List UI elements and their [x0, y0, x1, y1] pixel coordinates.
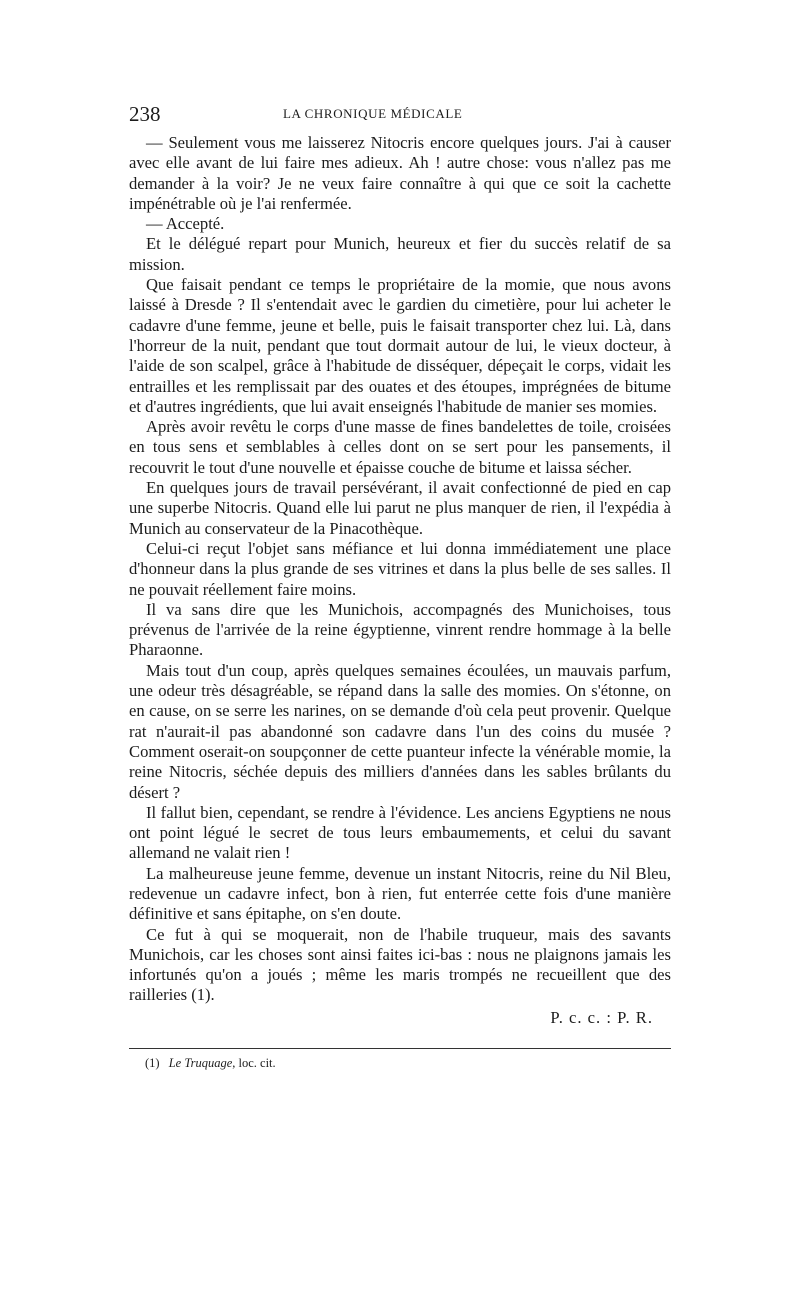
- footnote-marker: (1): [145, 1056, 160, 1071]
- paragraph: Après avoir revêtu le corps d'une masse de fines bandelettes de toile, croisées en tous sens et semblables à celles dont on se sert pour les pansements, il recouvrit le tout d'une nouvelle et épaisse couche de bitume et laissa sécher.: [129, 417, 671, 477]
- paragraph: Ce fut à qui se moquerait, non de l'habile truqueur, mais des savants Munichois, car les choses sont ainsi faites ici-bas : nous ne plaignons jamais les infortunés qu'on a joués ; même les maris trompés ne recueillent que des railleries (1).: [129, 924, 671, 1005]
- paragraph: Celui-ci reçut l'objet sans méfiance et lui donna immédiatement une place d'honneur dans la plus grande de ses vitrines et dans la plus belle de ses salles. Il ne pouvait réellement faire moins.: [129, 538, 671, 599]
- paragraph: En quelques jours de travail persévérant, il avait confectionné de pied en cap une superbe Nitocris. Quand elle lui parut ne plus manquer de rien, il l'expédia à Munich au conservateur de la Pinacothèque.: [129, 478, 671, 538]
- page: [129, 100, 671, 1071]
- signature: P. c. c. : P. R.: [550, 1007, 653, 1027]
- running-title: LA CHRONIQUE MÉDICALE: [283, 106, 463, 121]
- paragraph: Que faisait pendant ce temps le propriétaire de la momie, que nous avons laissé à Dresde ? Il s'entendait avec le gardien du cimetière, pour lui acheter le cadavre d'une femme, jeune et belle, puis le faisait transporter chez lui. Là, dans l'horreur de la nuit, pendant que tout dormait autour de lui, le vieux docteur, à l'aide de son scalpel, grâce à l'habitude de disséquer, dépeçait le corps, vidait les entrailles et les remplissait par des ouates et des étoupes, imprégnées de bitume et d'autres ingrédients, que lui avait enseignés l'habitude de manier ses momies.: [129, 275, 671, 416]
- footnote: [129, 1055, 671, 1071]
- paragraph: Il va sans dire que les Munichois, accompagnés des Munichoises, tous prévenus de l'arrivée de la reine égyptienne, vinrent rendre hommage à la belle Pharaonne.: [129, 599, 671, 660]
- footnote-divider: [129, 1048, 671, 1049]
- page-number: 238: [129, 102, 161, 126]
- paragraph: — Accepté.: [146, 214, 225, 234]
- paragraph: Et le délégué repart pour Munich, heureux et fier du succès relatif de sa mission.: [129, 234, 671, 274]
- page-header: [129, 100, 671, 128]
- paragraph: — Seulement vous me laisserez Nitocris encore quelques jours. J'ai à causer avec elle avant de lui faire mes adieux. Ah ! autre chose: vous n'allez pas me demander à la voir? Je ne veux faire connaître à qui que ce soit la cachette impénétrable où je l'ai renfermée.: [129, 133, 671, 213]
- paragraph: Mais tout d'un coup, après quelques semaines écoulées, un mauvais parfum, une odeur très désagréable, se répand dans la salle des momies. On s'étonne, on en cause, on se serre les narines, on se demande d'où cela peut provenir. Quelque rat n'aurait-il pas abandonné son cadavre dans l'un des coins du musée ? Comment oserait-on soupçonner de cette puanteur infecte la vénérable momie, la reine Nitocris, séchée depuis des milliers d'années dans les sables brûlants du désert ?: [129, 660, 671, 802]
- paragraph: Il fallut bien, cependant, se rendre à l'évidence. Les anciens Egyptiens ne nous ont point légué le secret de tous leurs embaumements, et celui du savant allemand ne valait rien !: [129, 802, 671, 863]
- footnote-title: Le Truquage: [168, 1056, 233, 1071]
- paragraph: La malheureuse jeune femme, devenue un instant Nitocris, reine du Nil Bleu, redevenue un cadavre infect, bon à rien, fut enterrée cette fois d'une manière définitive et sans épitaphe, on s'en doute.: [129, 863, 671, 924]
- footnote-citation: , loc. cit.: [232, 1056, 276, 1071]
- article-body: [129, 133, 671, 1006]
